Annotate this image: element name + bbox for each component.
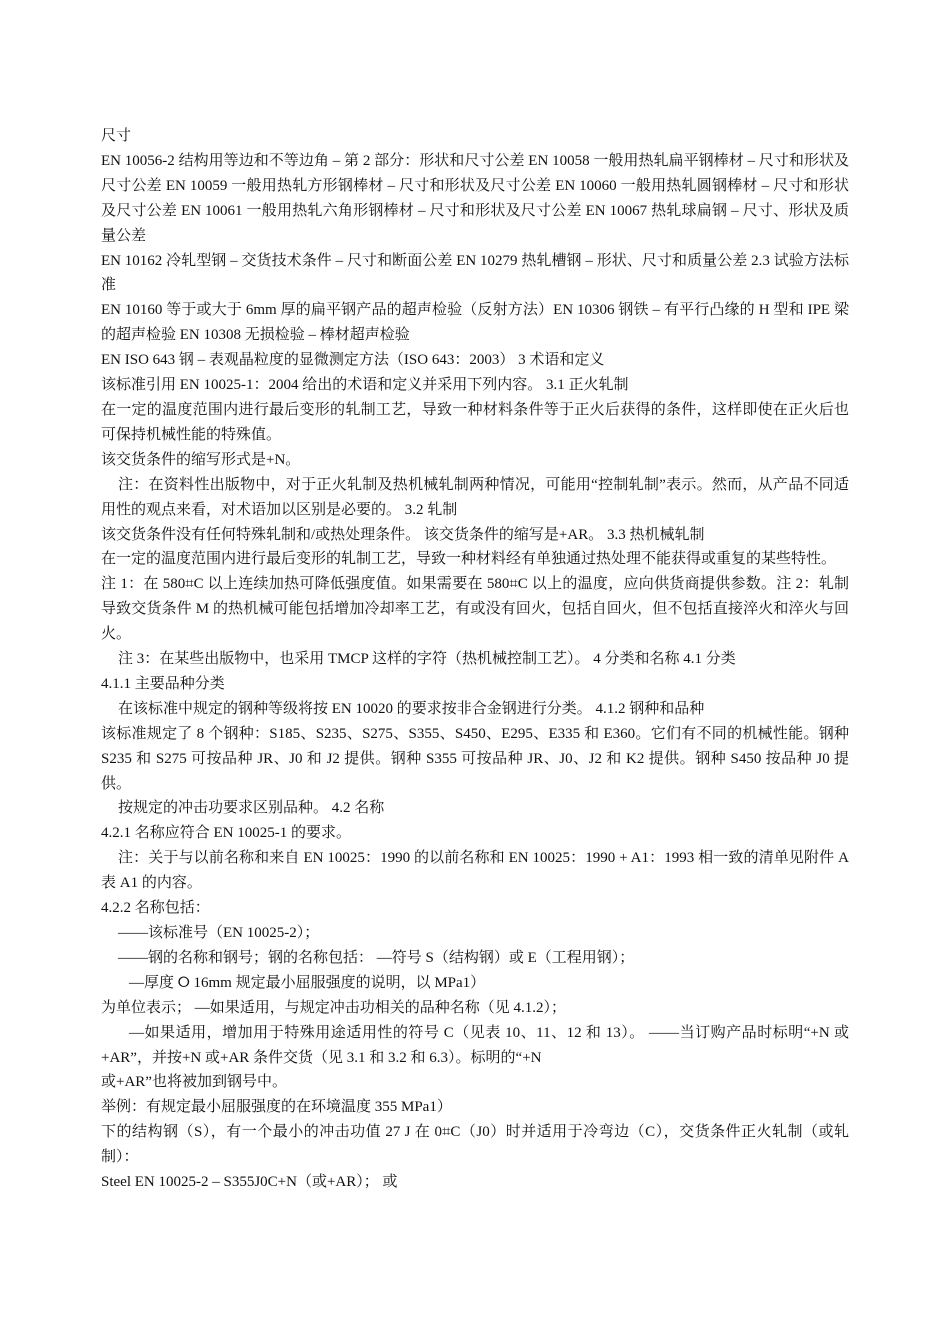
text-paragraph: 或+AR”也将被加到钢号中。 — [101, 1074, 287, 1091]
text-paragraph: 该标准规定了 8 个钢种：S185、S235、S275、S355、S450、E295、E335 和 E360。它们有不同的机械性能。钢种 S235 和 S275 可按品种 JR、J0 和 J2 提供。钢种 S355 可按品种 JR、J0、J2 和 K2 提供。钢种 S450 按品种 J0 提供。 — [101, 725, 849, 792]
note-paragraph: 注：在资料性出版物中，对于正火轧制及热机械轧制两种情况，可能用“控制轧制”表示。然而，从产品不同适用性的观点来看，对术语加以区别是必要的。 3.2 轧制 — [101, 476, 849, 518]
section-heading: 4.2.2 名称包括： — [101, 900, 210, 917]
text-paragraph: 该交货条件没有任何特殊轧制和/或热处理条件。 该交货条件的缩写是+AR。 3.3 热机械轧制 — [101, 526, 705, 543]
text-paragraph: 在一定的温度范围内进行最后变形的轧制工艺，导致一种材料条件等于正火后获得的条件，这样即使在正火后也可保持机械性能的特殊值。 — [101, 401, 849, 443]
list-item: —如果适用，增加用于特殊用途适用性的符号 C（见表 10、11、12 和 13）。 ——当订购产品时标明“+N 或+AR”，并按+N 或+AR 条件交货（见 3.1 和 3.2 和 6.3）。标明的“+N — [101, 1024, 849, 1066]
example-paragraph: 举例：有规定最小屈服强度的在环境温度 355 MPa1） — [101, 1099, 452, 1116]
reference-paragraph: EN 10160 等于或大于 6mm 厚的扁平钢产品的超声检验（反射方法）EN 10306 钢铁 – 有平行凸缘的 H 型和 IPE 梁的超声检验 EN 10308 无损检验 – 棒材超声检验 — [101, 302, 849, 344]
reference-paragraph: EN 10056-2 结构用等边和不等边角 – 第 2 部分：形状和尺寸公差 EN 10058 一般用热轧扁平钢棒材 – 尺寸和形状及尺寸公差 EN 10059 一般用热轧方形钢棒材 – 尺寸和形状及尺寸公差 EN 10060 一般用热轧圆钢棒材 – 尺寸和形状及尺寸公差 EN 10061 一般用热轧六角形钢棒材 – 尺寸和形状及尺寸公差 EN 10067 热轧球扁钢 – 尺寸、形状及质量公差 — [101, 152, 849, 244]
note-paragraph: 注 1：在 580⌗C 以上连续加热可降低强度值。如果需要在 580⌗C 以上的温度，应向供货商提供参数。注 2：轧制导致交货条件 M 的热机械可能包括增加冷却率工艺，有或没有回火，包括自回火，但不包括直接淬火和淬火与回火。 — [101, 576, 849, 643]
example-paragraph: 下的结构钢（S），有一个最小的冲击功值 27 J 在 0⌗C（J0）时并适用于冷弯边（C），交货条件正火轧制（或轧制）： — [101, 1124, 849, 1166]
text-paragraph: 该交货条件的缩写形式是+N。 — [101, 451, 301, 468]
text-line: 尺寸 — [101, 128, 132, 144]
list-item: ——钢的名称和钢号；钢的名称包括： —符号 S（结构钢）或 E（工程用钢）； — [118, 949, 635, 966]
text-paragraph: 在该标准中规定的钢种等级将按 EN 10020 的要求按非合金钢进行分类。 4.1.2 钢种和品种 — [118, 700, 705, 717]
list-item: ——该标准号（EN 10025-2）； — [118, 925, 320, 941]
reference-paragraph: EN 10162 冷轧型钢 – 交货技术条件 – 尺寸和断面公差 EN 10279 热轧槽钢 – 形状、尺寸和质量公差 2.3 试验方法标准 — [101, 252, 849, 294]
list-item: —厚度 ⭘ 16mm 规定最小屈服强度的说明，以 MPa1） — [129, 974, 486, 991]
section-heading: 4.2.1 名称应符合 EN 10025-1 的要求。 — [101, 825, 351, 842]
example-paragraph: Steel EN 10025-2 – S355J0C+N（或+AR）； 或 — [101, 1174, 398, 1191]
note-paragraph: 注 3：在某些出版物中，也采用 TMCP 这样的字符（热机械控制工艺）。 4 分类和名称 4.1 分类 — [118, 651, 736, 668]
note-paragraph: 注：关于与以前名称和来自 EN 10025：1990 的以前名称和 EN 10025：1990 + A1：1993 相一致的清单见附件 A 表 A1 的内容。 — [101, 850, 849, 892]
text-paragraph: 按规定的冲击功要求区别品种。 4.2 名称 — [118, 800, 385, 817]
document-page — [101, 124, 849, 1195]
section-heading: 4.1.1 主要品种分类 — [101, 675, 225, 692]
text-paragraph: 该标准引用 EN 10025-1：2004 给出的术语和定义并采用下列内容。 3.1 正火轧制 — [101, 377, 629, 394]
text-paragraph: 在一定的温度范围内进行最后变形的轧制工艺，导致一种材料经有单独通过热处理不能获得或重复的某些特性。 — [101, 551, 837, 568]
reference-paragraph: EN ISO 643 钢 – 表观晶粒度的显微测定方法（ISO 643：2003） 3 术语和定义 — [101, 352, 605, 369]
list-item: 为单位表示； —如果适用，与规定冲击功相关的品种名称（见 4.1.2）； — [101, 999, 567, 1016]
